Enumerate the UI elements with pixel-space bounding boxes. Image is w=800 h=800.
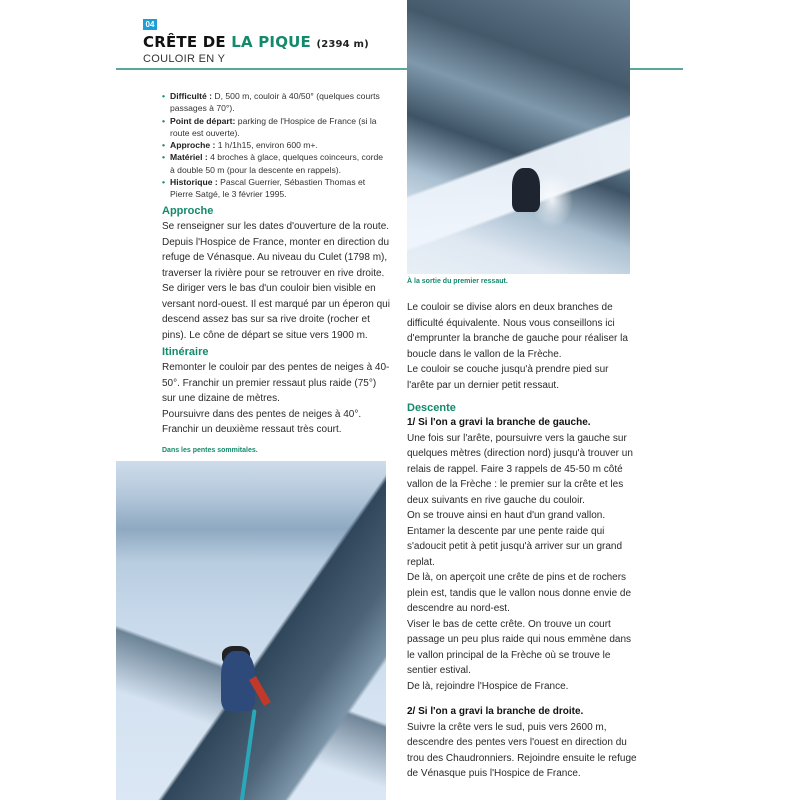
rope-line xyxy=(239,709,256,800)
fact-item: • Approche : 1 h/1h15, environ 600 m+. xyxy=(162,140,318,151)
bullet-icon: • xyxy=(162,140,166,151)
bullet-icon: • xyxy=(162,152,166,163)
descente-text: 1/ Si l'on a gravi la branche de gauche. Une fois sur l'arête, poursuivre vers la gauche sur quelques mètres (direction nord) jusqu'à trouver un relais de rappel. Faire 3 rappels de 45-50 m côté vallon de la Frèche : le premier sur la crête et les deux suivants en rive gauche du couloir. On se trouve ainsi en haut d'un grand vallon. Entamer la descente par une pente raide qui s'adoucit petit à petit jusqu'à arriver sur un grand replat. De là, on aperçoit une crête de pins et de rochers plein est, tandis que le vallon nous donne envie de descendre au nord-est. Viser le bas de cette crête. On trouve un court passage un peu plus raide qui nous emmène dans le vallon principal de la Frèche où se trouve le sentier estival. De là, rejoindre l'Hospice de France. 2/ Si l'on a gravi la branche de droite. Suivre la crête vers le sud, puis vers 2600 m, descendre des pentes vers l'ouest en direction du trou des Chaudronniers. Rejoindre ensuite le refuge de Vénasque puis l'Hospice de France. xyxy=(407,417,637,779)
climber-on-snow-slope-photo xyxy=(116,461,386,800)
itineraire-heading: Itinéraire xyxy=(162,346,209,358)
right-photo-caption: À la sortie du premier ressaut. xyxy=(407,278,508,285)
fact-item: • Point de départ: parking de l'Hospice de France (si la route est ouverte). xyxy=(162,115,377,138)
bullet-icon: • xyxy=(162,115,166,126)
itineraire-text: Remonter le couloir par des pentes de neiges à 40-50°. Franchir un premier ressaut plus raide (75°) sur une dizaine de mètres. Poursuivre dans des pentes de neiges à 40°. Franchir un deuxième ressaut très court. xyxy=(162,362,390,435)
approche-heading: Approche xyxy=(162,205,214,217)
climber-in-rocky-couloir-photo xyxy=(407,0,630,274)
title-part-2: LA PIQUE xyxy=(231,33,311,51)
bullet-icon: • xyxy=(162,91,166,101)
route-facts-list xyxy=(162,90,390,201)
approche-text: Se renseigner sur les dates d'ouverture de la route. Depuis l'Hospice de France, monter en direction du refuge de Vénasque. Au niveau du Culet (1798 m), traverser la rivière pour se retrouver en rive droite. Se diriger vers le bas d'un couloir bien visible en versant nord-ouest. Il est marqué par un éperon qui descend assez bas sur sa rive droite (rocher et pins). Le cône de départ se situe vers 1900 m. xyxy=(162,221,390,341)
spacer xyxy=(407,694,637,704)
bullet-icon: • xyxy=(162,177,166,188)
route-number-badge: 04 xyxy=(143,19,157,30)
descente-heading: Descente xyxy=(407,402,456,414)
climber-figure xyxy=(512,168,540,212)
couloir-intro-text: Le couloir se divise alors en deux branches de difficulté équivalente. Nous vous conseillons ici d'emprunter la branche de gauche pour réaliser la boucle dans le vallon de la Frèche. Le couloir se couche jusqu'à prendre pied sur l'arête par un dernier petit ressaut. xyxy=(407,302,628,391)
fact-item: • Historique : Pascal Guerrier, Sébastien Thomas et Pierre Satgé, le 3 février 1995. xyxy=(162,177,366,200)
page-subtitle: COULOIR EN Y xyxy=(143,53,226,65)
fact-item: • Matériel : 4 broches à glace, quelques coinceurs, corde à double 50 m (pour la descente en rappels). xyxy=(162,152,384,175)
page-title xyxy=(143,33,369,51)
title-part-1: CRÊTE DE xyxy=(143,33,226,51)
title-altitude: (2394 m) xyxy=(316,39,369,50)
fact-item: • Difficulté : D, 500 m, couloir à 40/50° (quelques courts passages à 70°). xyxy=(162,91,380,114)
left-photo-caption: Dans les pentes sommitales. xyxy=(162,447,258,454)
